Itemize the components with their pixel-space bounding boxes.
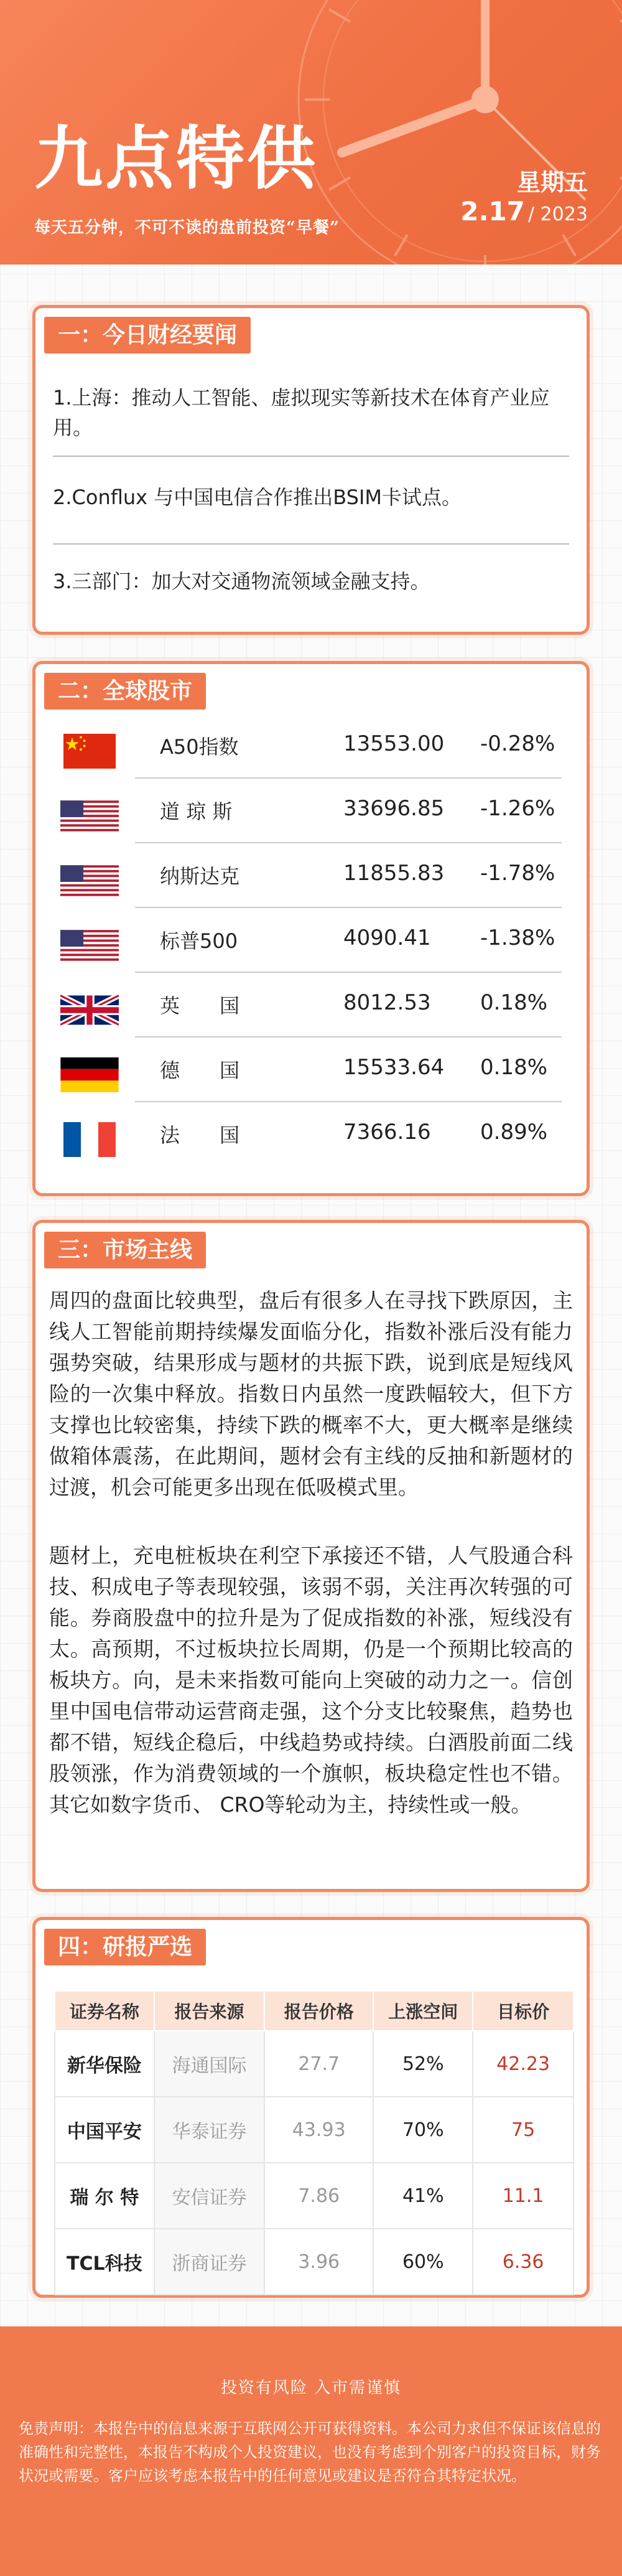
divider <box>53 456 569 457</box>
market-card <box>32 1220 590 1892</box>
stock-value: 15533.64 <box>343 1055 445 1080</box>
cell-price: 7.86 <box>264 2163 373 2229</box>
stock-name: 道 琼 斯 <box>160 800 233 823</box>
france-flag-icon <box>60 1122 119 1157</box>
cell-source: 浙商证券 <box>154 2229 264 2295</box>
stock-row <box>48 908 574 973</box>
table-row <box>55 2229 573 2295</box>
cell-upside: 41% <box>373 2163 473 2229</box>
news-card <box>32 305 590 635</box>
stock-value: 8012.53 <box>343 990 431 1015</box>
stock-name: 法 国 <box>160 1123 240 1147</box>
research-card <box>32 1917 590 2298</box>
cell-name: 新华保险 <box>55 2031 154 2097</box>
stock-change: -0.28% <box>480 731 555 756</box>
stock-change: 0.89% <box>480 1120 548 1145</box>
cell-name: 瑞 尔 特 <box>55 2163 154 2229</box>
stock-change: 0.18% <box>480 990 548 1015</box>
stock-value: 4090.41 <box>343 925 431 950</box>
news-item: 1.上海：推动人工智能、虚拟现实等新技术在体育产业应用。 <box>53 386 550 439</box>
stock-row <box>48 1102 574 1167</box>
stock-row <box>48 973 574 1037</box>
column-header: 证券名称 <box>55 1991 154 2031</box>
usa-flag-icon <box>60 799 119 833</box>
stock-change: 0.18% <box>480 1055 548 1080</box>
cell-source: 华泰证券 <box>154 2097 264 2163</box>
stock-name: 德 国 <box>160 1059 240 1082</box>
table-row <box>55 2163 573 2229</box>
stocks-heading: 二：全球股市 <box>44 673 206 710</box>
china-flag-icon <box>60 734 119 769</box>
header-banner <box>0 0 622 265</box>
stock-row <box>48 714 574 779</box>
stock-name: 标普500 <box>160 929 238 953</box>
cell-target: 75 <box>473 2097 573 2163</box>
stock-name: 纳斯达克 <box>160 864 240 888</box>
weekday-label: 星期五 <box>516 169 588 196</box>
cell-upside: 60% <box>373 2229 473 2295</box>
germany-flag-icon <box>60 1057 119 1092</box>
stock-name: A50指数 <box>160 735 239 759</box>
stock-value: 13553.00 <box>343 731 445 756</box>
cell-target: 42.23 <box>473 2031 573 2097</box>
disclaimer-text: 免责声明：本报告中的信息来源于互联网公开可获得资料。本公司力求但不保证该信息的准确性和完整性，本报告不构成个人投资建议，也没有考虑到个别客户的投资目标，财务状况或需要。客户应该考虑本报告中的任何意见或建议是否符合其特定状况。 <box>19 2420 601 2485</box>
market-heading: 三：市场主线 <box>44 1232 206 1268</box>
stock-value: 33696.85 <box>343 796 445 821</box>
uk-flag-icon <box>60 993 119 1028</box>
stock-value: 11855.83 <box>343 861 445 886</box>
news-item: 3.三部门：加大对交通物流领域金融支持。 <box>53 569 430 593</box>
divider <box>53 543 569 545</box>
stock-row <box>48 843 574 908</box>
stock-name: 英 国 <box>160 994 240 1018</box>
cell-target: 11.1 <box>473 2163 573 2229</box>
cell-target: 6.36 <box>473 2229 573 2295</box>
column-header: 上涨空间 <box>373 1991 473 2031</box>
page-subtitle: 每天五分钟，不可不读的盘前投资“早餐” <box>34 218 340 237</box>
research-heading: 四：研报严选 <box>44 1929 206 1965</box>
cell-name: TCL科技 <box>55 2229 154 2295</box>
market-paragraph: 周四的盘面比较典型，盘后有很多人在寻找下跌原因，主线人工智能前期持续爆发面临分化，指数补涨后没有能力强势突破，结果形成与题材的共振下跌，说到底是短线风险的一次集中释放。指数日内虽然一度跌幅较大，但下方支撑也比较密集，持续下跌的概率不大，更大概率是继续做箱体震荡，在此期间，题材会有主线的反抽和新题材的过渡，机会可能更多出现在低吸模式里。 <box>49 1288 573 1499</box>
news-heading: 一：今日财经要闻 <box>44 317 251 354</box>
stock-change: -1.78% <box>480 861 555 886</box>
column-header: 报告来源 <box>154 1991 264 2031</box>
stock-value: 7366.16 <box>343 1120 431 1145</box>
usa-flag-icon <box>60 928 119 963</box>
cell-source: 海通国际 <box>154 2031 264 2097</box>
stock-row <box>48 1037 574 1102</box>
column-header: 报告价格 <box>264 1991 373 2031</box>
news-item: 2.Conflux 与中国电信合作推出BSIM卡试点。 <box>53 485 462 509</box>
cell-upside: 70% <box>373 2097 473 2163</box>
column-header: 目标价 <box>473 1991 573 2031</box>
table-header-row <box>55 1991 573 2031</box>
stock-row <box>48 779 574 843</box>
table-row <box>55 2031 573 2097</box>
market-paragraph: 题材上，充电桩板块在利空下承接还不错，人气股通合科技、积成电子等表现较强，该弱不弱，关注再次转强的可能。券商股盘中的拉升是为了促成指数的补涨，短线没有太。高预期，不过板块拉长周期，仍是一个预期比较高的板块方。向，是未来指数可能向上突破的动力之一。信创里中国电信带动运营商走强，这个分支比较聚焦，趋势也都不错，短线企稳后，中线趋势或持续。白酒股前面二线股领涨，作为消费领域的一个旗帜，板块稳定性也不错。其它如数字货币、 CRO等轮动为主，持续性或一般。 <box>49 1543 573 1817</box>
stock-change: -1.38% <box>480 925 555 950</box>
table-row <box>55 2097 573 2163</box>
date-year: / 2023 <box>528 204 588 225</box>
date-label <box>460 196 588 227</box>
cell-source: 安信证券 <box>154 2163 264 2229</box>
footer <box>0 2326 622 2576</box>
cell-price: 3.96 <box>264 2229 373 2295</box>
date-month-day: 2.17 <box>460 196 525 227</box>
cell-name: 中国平安 <box>55 2097 154 2163</box>
page-title: 九点特供 <box>34 119 318 199</box>
risk-warning: 投资有风险 入市需谨慎 <box>220 2379 402 2397</box>
usa-flag-icon <box>60 863 119 898</box>
stock-change: -1.26% <box>480 796 555 821</box>
research-table <box>54 1990 574 2295</box>
cell-upside: 52% <box>373 2031 473 2097</box>
stocks-card <box>32 661 590 1196</box>
cell-price: 43.93 <box>264 2097 373 2163</box>
cell-price: 27.7 <box>264 2031 373 2097</box>
